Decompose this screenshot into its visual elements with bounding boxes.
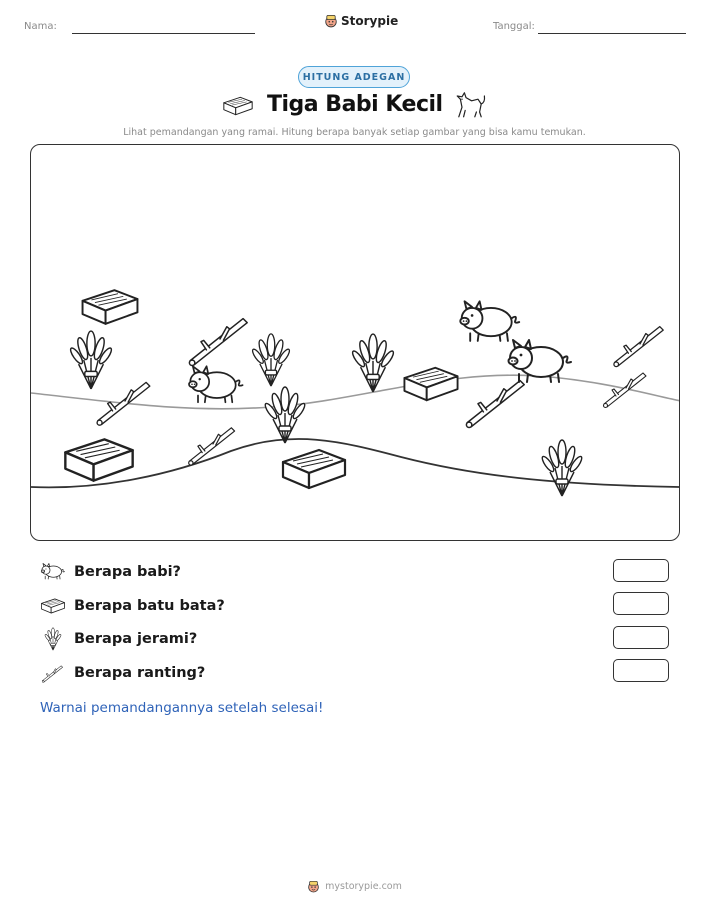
pig-1 [189, 366, 243, 402]
brick-3 [65, 439, 132, 480]
answer-box-sticks[interactable] [613, 659, 669, 682]
page-title: Tiga Babi Kecil [267, 92, 443, 117]
brick-title-icon [222, 95, 254, 117]
instruction-text: Lihat pemandangan yang ramai. Hitung berapa banyak setiap gambar yang bisa kamu temukan. [123, 127, 586, 138]
brick-4 [283, 450, 345, 488]
name-line[interactable] [72, 33, 255, 34]
answer-box-straw[interactable] [613, 626, 669, 649]
question-sticks-text: Berapa ranting? [74, 665, 206, 681]
footer [0, 880, 709, 893]
question-straw-text: Berapa jerami? [74, 631, 198, 647]
straw-3 [351, 334, 396, 392]
brand-name: Storypie [341, 14, 399, 28]
stick-icon [41, 661, 65, 685]
straw-2 [251, 334, 291, 386]
stick-5 [614, 327, 663, 367]
straw-4 [263, 387, 306, 443]
scene-illustration [30, 144, 680, 541]
brick-2 [404, 368, 457, 401]
question-bricks [40, 593, 225, 619]
pig-icon [40, 562, 66, 582]
stick-2 [97, 382, 150, 425]
section-badge: HITUNG ADEGAN [298, 66, 410, 88]
footer-url: mystorypie.com [325, 881, 402, 892]
straw-5 [540, 440, 583, 496]
question-pigs-text: Berapa babi? [74, 564, 181, 580]
date-line[interactable] [538, 33, 686, 34]
question-pigs [40, 559, 181, 585]
brick-1 [83, 290, 138, 324]
color-instruction: Warnai pemandangannya setelah selesai! [40, 700, 324, 716]
date-label: Tanggal: [493, 21, 535, 32]
question-sticks [40, 660, 205, 686]
name-label: Nama: [24, 21, 57, 32]
question-straw [40, 626, 197, 652]
storypie-footer-icon [307, 880, 320, 893]
straw-1 [69, 331, 114, 389]
stick-4 [466, 381, 524, 428]
stick-6 [604, 373, 647, 408]
stick-1 [189, 319, 247, 366]
answer-box-pigs[interactable] [613, 559, 669, 582]
straw-icon [44, 627, 62, 651]
brick-icon [40, 597, 66, 615]
wolf-title-icon [454, 88, 486, 120]
pig-2 [460, 301, 519, 341]
brand-logo [324, 14, 398, 28]
question-bricks-text: Berapa batu bata? [74, 598, 225, 614]
storypie-logo-icon [324, 14, 338, 28]
scene-canvas [31, 145, 680, 541]
stick-3 [189, 428, 235, 465]
answer-box-bricks[interactable] [613, 592, 669, 615]
